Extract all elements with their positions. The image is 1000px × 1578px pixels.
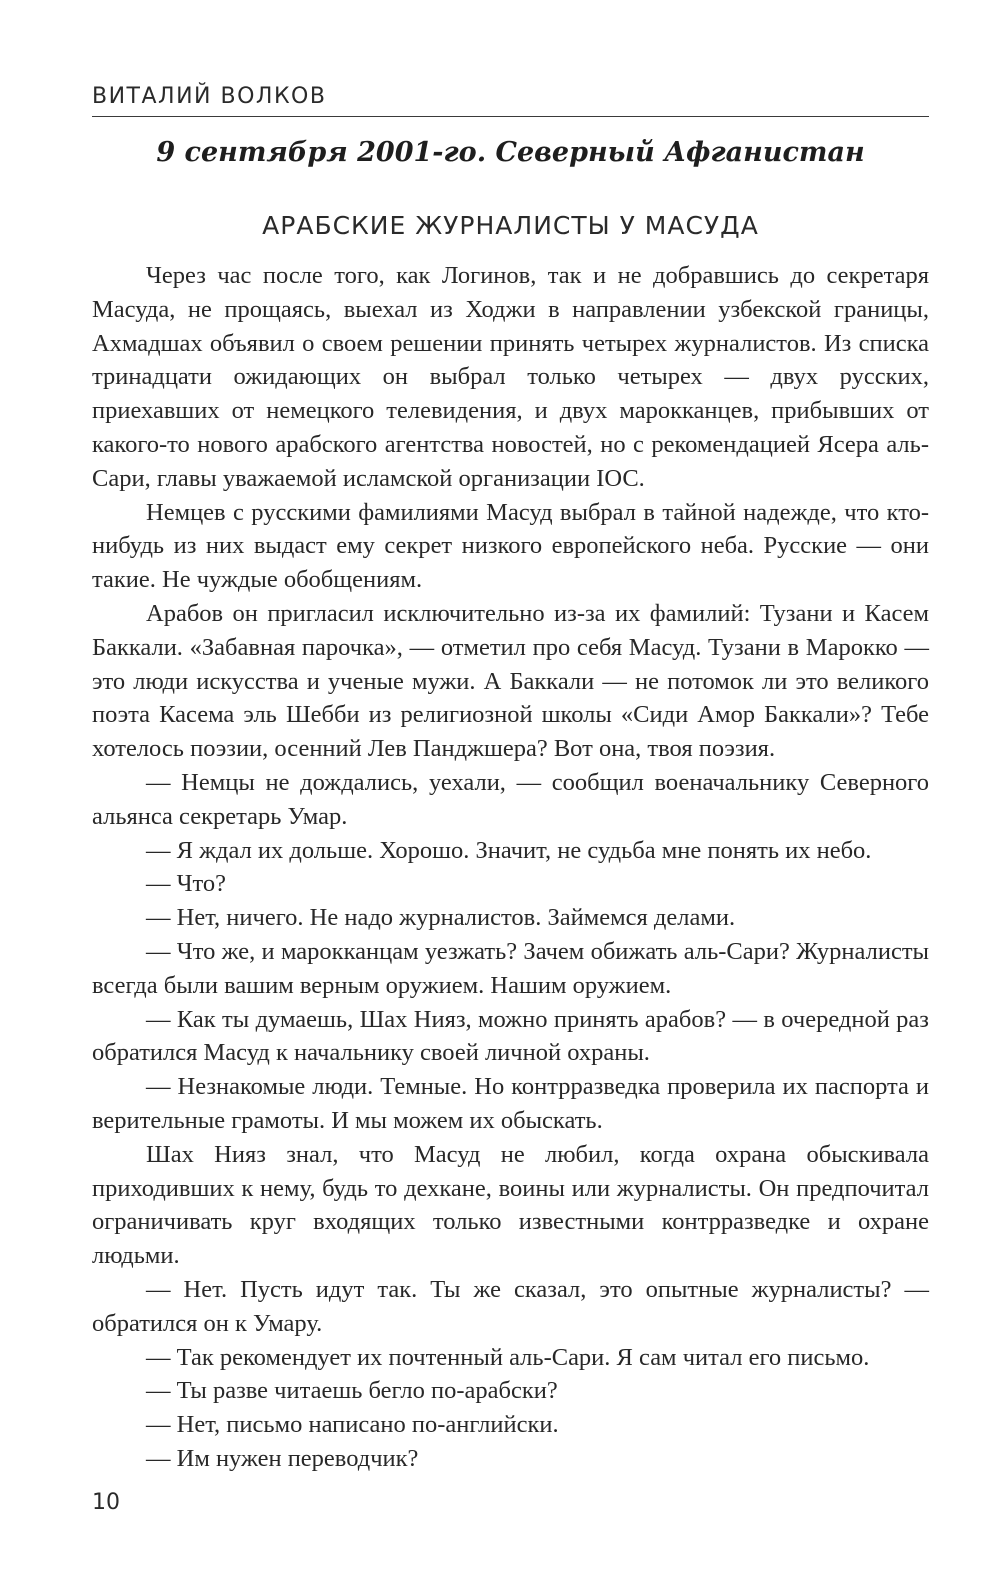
chapter-title: АРАБСКИЕ ЖУРНАЛИСТЫ У МАСУДА (262, 211, 759, 240)
paragraph: Арабов он пригласил исключительно из-за их фамилий: Тузани и Касем Баккали. «Забавная парочка», — отметил про себя Масуд. Тузани в Марокко — это люди искусства и ученые мужи. А Баккали — не потомок ли это великого поэта Касема эль Шебби из религиозной школы «Сиди Амор Баккали»? Тебе хотелось поэзии, осенний Лев Панджшера? Вот она, твоя поэзия. (92, 599, 929, 763)
dialogue-line: — Незнакомые люди. Темные. Но контрразведка проверила их паспорта и верительные грамоты. И мы можем их обыскать. (92, 1073, 929, 1134)
author-name: ВИТАЛИЙ ВОЛКОВ (92, 84, 327, 109)
dialogue-line: — Что? (146, 870, 227, 898)
dialogue-line: — Ты разве читаешь бегло по-арабски? (146, 1377, 558, 1405)
dialogue-line: — Как ты думаешь, Шах Нияз, можно принять арабов? — в очередной раз обратился Масуд к начальнику своей личной охраны. (92, 1005, 929, 1067)
dialogue-line: — Им нужен переводчик? (146, 1444, 419, 1472)
page-number: 10 (92, 1490, 120, 1515)
paragraph: Через час после того, как Логинов, так и не добравшись до секретаря Масуда, не прощаясь, выехал из Ходжи в направлении узбекской границы, Ахмадшах объявил о своем решении принять четырех журналистов. Из списка тринадцати ожидающих он выбрал только четырех — двух русских, приехавших от немецкого телевидения, и двух марокканцев, прибывших от какого-то нового арабского агентства новостей, но с рекомендацией Ясера аль-Сари, главы уважаемой исламской организации ІОС. (92, 262, 929, 492)
dialogue-line: — Что же, и марокканцам уезжать? Зачем обижать аль-Сари? Журналисты всегда были вашим верным оружием. Нашим оружием. (92, 937, 929, 999)
dialogue-line: — Нет, ничего. Не надо журналистов. Займемся делами. (146, 904, 736, 932)
body-text (92, 259, 929, 1476)
running-head (92, 82, 929, 117)
dialogue-line: — Я ждал их дольше. Хорошо. Значит, не судьба мне понять их небо. (146, 836, 872, 864)
dialogue-line: — Нет, письмо написано по-английски. (146, 1411, 559, 1439)
dialogue-line: — Немцы не дождались, уехали, — сообщил военачальнику Северного альянса секретарь Умар. (92, 768, 929, 830)
paragraph: Немцев с русскими фамилиями Масуд выбрал в тайной надежде, что кто-нибудь из них выдаст ему секрет низкого европейского неба. Русские — они такие. Не чуждые обобщениям. (92, 498, 929, 594)
paragraph: Шах Нияз знал, что Масуд не любил, когда охрана обыскивала приходивших к нему, будь то дехкане, воины или журналисты. Он предпочитал ограничивать круг входящих только известными контрразведке и охране людьми. (92, 1140, 929, 1270)
dialogue-line: — Так рекомендует их почтенный аль-Сари. Я сам читал его письмо. (146, 1343, 870, 1371)
dialogue-line: — Нет. Пусть идут так. Ты же сказал, это опытные журналисты? — обратился он к Умару. (92, 1275, 929, 1337)
dateline-heading: 9 сентября 2001-го. Северный Афганистан (156, 137, 865, 168)
